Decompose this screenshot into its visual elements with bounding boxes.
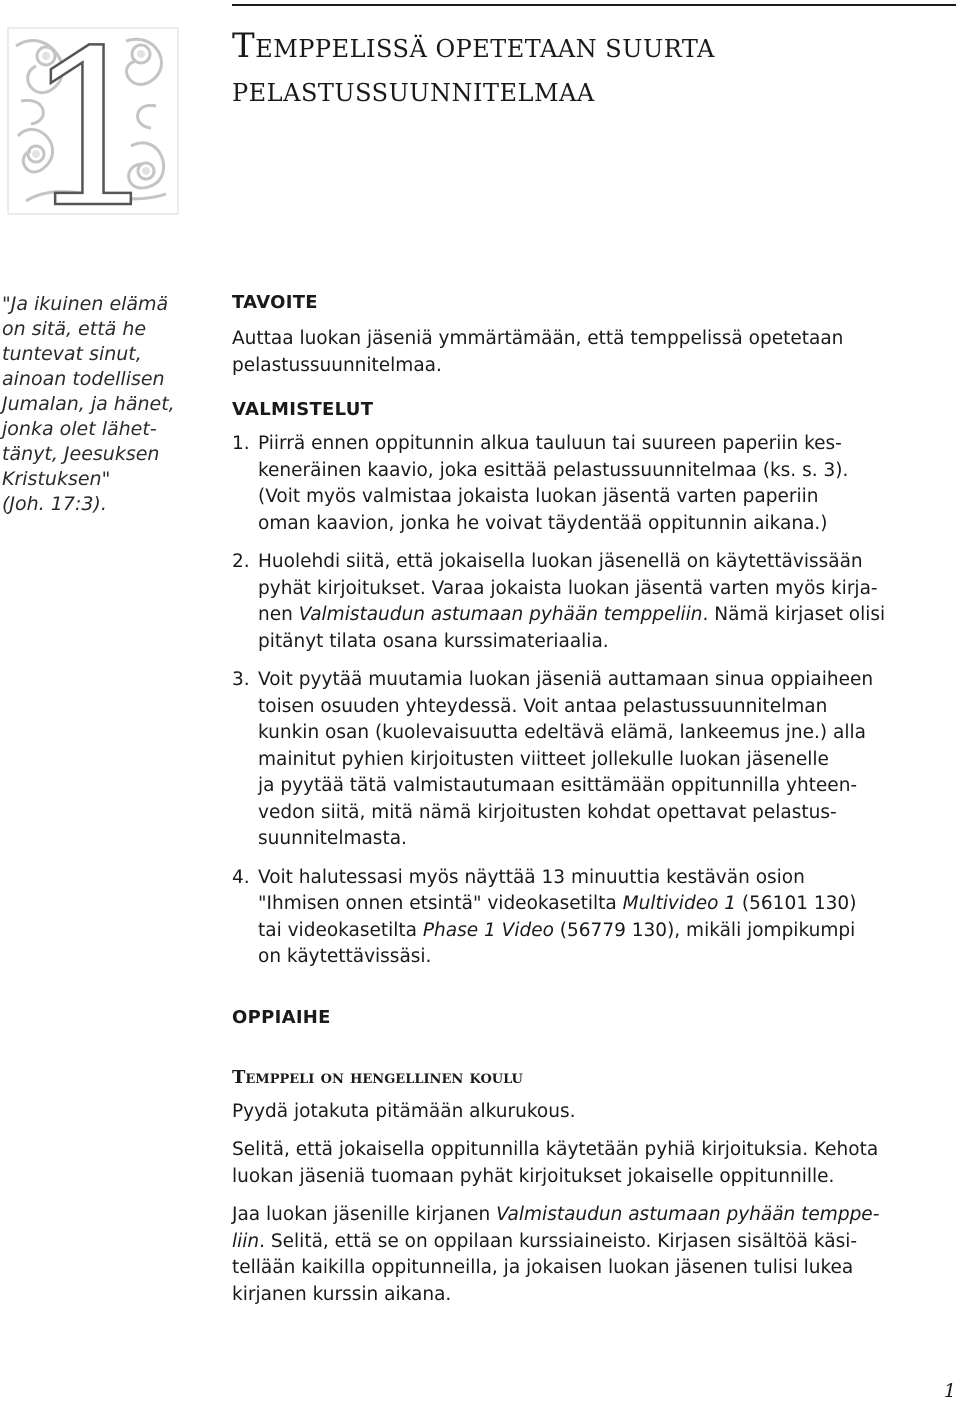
quote-line: tänyt, Jeesuksen xyxy=(2,443,160,465)
text-segment: tai videokasetilta xyxy=(258,919,423,941)
text-line: pitänyt tilata osana kurssimateriaalia. xyxy=(258,630,609,652)
text-segment: . Nämä kirjaset olisi xyxy=(702,604,886,625)
quote-line: (Joh. 17:3). xyxy=(2,493,107,515)
booklet-title: Valmistaudun astumaan pyhään temppe- xyxy=(496,1204,880,1225)
tavoite-text xyxy=(232,326,952,379)
chapter-number-ornament xyxy=(6,26,180,216)
lesson-paragraph-3 xyxy=(232,1202,952,1308)
text-line: Selitä, että jokaisella oppitunnilla käytetään pyhiä kirjoituksia. Kehota xyxy=(232,1139,879,1160)
chapter-title-line1: EMPPELISSÄ OPETETAAN SUURTA xyxy=(255,35,715,63)
quote-line: Jumalan, ja hänet, xyxy=(2,393,175,415)
lesson-paragraph-2 xyxy=(232,1137,952,1190)
page-number: 1 xyxy=(943,1380,956,1402)
text-line xyxy=(258,918,952,945)
text-line: vedon siitä, mitä nämä kirjoitusten kohdat opettavat pelastus- xyxy=(258,801,837,823)
quote-line: "Ja ikuinen elämä xyxy=(2,293,169,315)
video-title: Multivideo 1 xyxy=(622,893,737,914)
chapter-number: 1 xyxy=(24,26,162,216)
text-line: pelastussuunnitelmaa. xyxy=(232,354,442,376)
chapter-title-line2: PELASTUSSUUNNITELMAA xyxy=(232,79,595,107)
top-rule xyxy=(232,4,956,6)
preparation-item-3 xyxy=(232,667,952,853)
preparation-item-4 xyxy=(232,865,952,971)
text-line: mainitut pyhien kirjoitusten viitteet jollekulle luokan jäsenelle xyxy=(258,748,829,770)
item-number: 2. xyxy=(232,551,250,572)
text-line: oman kaavion, jonka he voivat täydentää oppitunnin aikana.) xyxy=(258,512,828,534)
text-segment: nen xyxy=(258,604,299,625)
text-line: Pyydä jotakuta pitämään alkurukous. xyxy=(232,1100,576,1122)
text-line xyxy=(258,891,952,918)
text-segment: (56779 130), mikäli jompikumpi xyxy=(553,919,856,941)
text-segment: (56101 130) xyxy=(736,893,857,914)
text-segment: "Ihmisen onnen etsintä" videokasetilta xyxy=(258,893,623,914)
chapter-title-initial: T xyxy=(232,26,256,66)
chapter-title xyxy=(232,24,932,115)
text-line: suunnitelmasta. xyxy=(258,828,407,849)
text-line: Voit halutessasi myös näyttää 13 minuuttia kestävän osion xyxy=(258,866,805,888)
quote-line: Kristuksen" xyxy=(2,468,111,490)
item-number: 1. xyxy=(232,433,250,454)
item-number: 3. xyxy=(232,669,250,690)
preparation-item-2 xyxy=(232,549,952,655)
text-line: toisen osuuden yhteydessä. Voit antaa pelastussuunnitelman xyxy=(258,695,828,717)
quote-line: tuntevat sinut, xyxy=(2,343,142,365)
text-line xyxy=(232,1202,952,1229)
floral-ornament-graphic xyxy=(6,26,180,216)
text-line: Voit pyytää muutamia luokan jäseniä auttamaan sinua oppiaiheen xyxy=(258,669,874,690)
valmistelut-heading: VALMISTELUT xyxy=(232,399,374,420)
text-line: (Voit myös valmistaa jokaista luokan jäsentä varten paperiin xyxy=(258,486,819,507)
main-content xyxy=(232,290,952,1308)
text-line: ja pyytää tätä valmistautumaan esittämään oppitunnilla yhteen- xyxy=(258,775,858,796)
booklet-title: Valmistaudun astumaan pyhään temppeliin xyxy=(298,604,703,625)
text-segment: . Selitä, että se on oppilaan kurssiaineisto. Kirjasen sisältöä käsi- xyxy=(259,1230,858,1252)
booklet-title: liin xyxy=(232,1230,260,1252)
text-line: Huolehdi siitä, että jokaisella luokan jäsenellä on käytettävissään xyxy=(258,551,863,572)
text-line: luokan jäseniä tuomaan pyhät kirjoitukset jokaiselle oppitunnille. xyxy=(232,1165,835,1187)
video-title: Phase 1 Video xyxy=(422,919,554,941)
quote-line: jonka olet lähet- xyxy=(2,418,157,440)
text-line: Auttaa luokan jäseniä ymmärtämään, että temppelissä opetetaan xyxy=(232,328,844,349)
item-number: 4. xyxy=(232,866,250,888)
text-line xyxy=(232,1229,952,1256)
quote-line: on sitä, että he xyxy=(2,318,147,340)
text-line: kirjanen kurssin aikana. xyxy=(232,1283,452,1305)
text-line: keneräinen kaavio, joka esittää pelastussuunnitelmaa (ks. s. 3). xyxy=(258,459,849,481)
text-line xyxy=(258,602,952,629)
text-line: pyhät kirjoitukset. Varaa jokaista luokan jäsentä varten myös kirja- xyxy=(258,577,878,599)
sidebar-quote xyxy=(2,292,202,517)
preparation-item-1 xyxy=(232,431,952,537)
lesson-paragraph-1 xyxy=(232,1099,952,1126)
text-line: kunkin osan (kuolevaisuutta edeltävä elämä, lankeemus jne.) alla xyxy=(258,722,866,743)
text-line: tellään kaikilla oppitunneilla, ja jokaisen luokan jäsenen tulisi lukea xyxy=(232,1257,854,1278)
tavoite-heading: TAVOITE xyxy=(232,292,318,313)
quote-line: ainoan todellisen xyxy=(2,368,165,390)
oppiaihe-heading: OPPIAIHE xyxy=(232,1006,331,1028)
lesson-subheading: Temppeli on hengellinen koulu xyxy=(232,1066,523,1088)
text-line: Piirrä ennen oppitunnin alkua tauluun tai suureen paperiin kes- xyxy=(258,433,842,454)
text-line: on käytettävissäsi. xyxy=(258,946,432,967)
text-segment: Jaa luokan jäsenille kirjanen xyxy=(232,1204,497,1225)
